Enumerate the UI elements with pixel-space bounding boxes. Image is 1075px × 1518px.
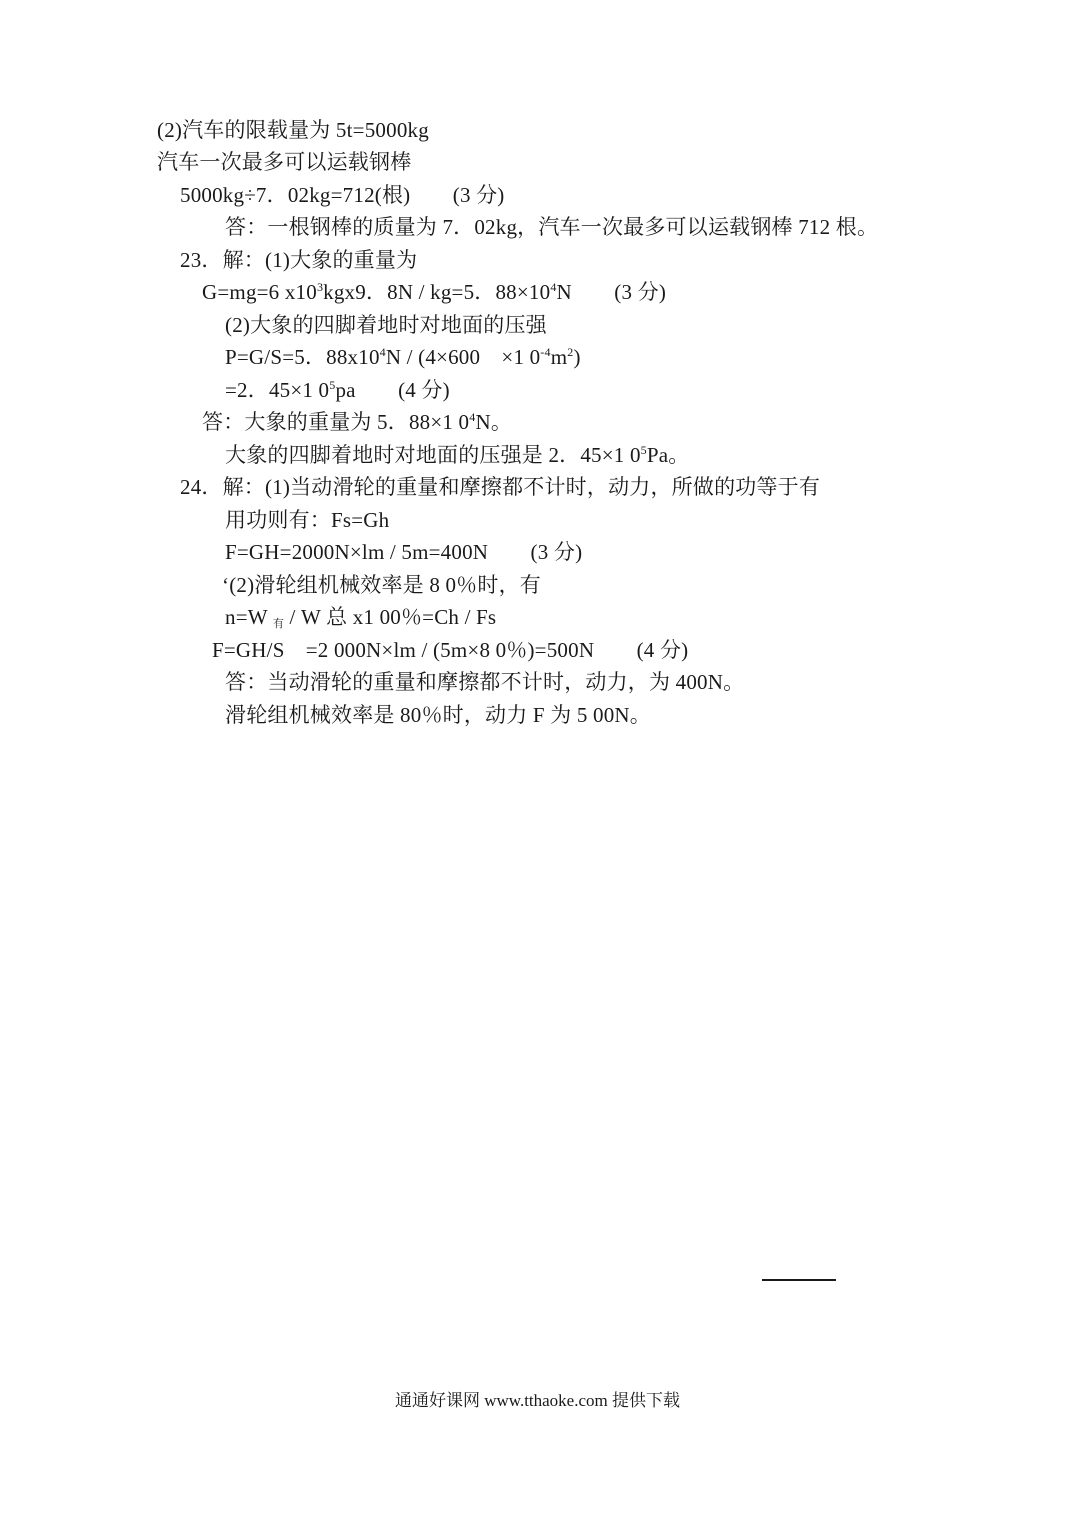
text-line: 答：一根钢棒的质量为 7．02kg，汽车一次最多可以运载钢棒 712 根。	[225, 215, 879, 239]
page-footer: 通通好课网 www.tthaoke.com 提供下载	[394, 1391, 681, 1410]
text-line: (2)汽车的限载量为 5t=5000kg	[157, 118, 429, 142]
answer-line: 滑轮组机械效率是 80％时，动力 F 为 5 00N。	[225, 703, 651, 727]
answer-line: 答：大象的重量为 5．88×1 $0^4N$。	[202, 410, 513, 434]
formula-line: n=W $_有$ / W 总 x1 00％=Ch / Fs	[225, 605, 497, 630]
answer-line: 大象的四脚着地时对地面的压强是 2．45×1 $0^5Pa$。	[225, 443, 690, 467]
formula-line: F=GH=2000N×lm / 5m=400N (3 分)	[225, 540, 583, 564]
text-line: 用功则有：Fs=Gh	[225, 508, 390, 532]
formula-line: F=GH/S =2 000N×lm / (5m×8 0％)=500N (4 分)	[212, 638, 689, 662]
section-heading: 24．解：(1)当动滑轮的重量和摩擦都不计时，动力，所做的功等于有	[180, 475, 821, 499]
answer-line: 答：当动滑轮的重量和摩擦都不计时，动力，为 400N。	[225, 670, 745, 694]
text-line: ‘(2)滑轮组机械效率是 8 0％时，有	[222, 573, 541, 597]
formula-line: G=mg=6 $x10^3kgx9$．8N / kg=5．$88\times 10^4N$ (3 分)	[202, 280, 667, 304]
text-line: 汽车一次最多可以运载钢棒	[157, 150, 412, 174]
formula-line: P=G/S=5．$88x10^4N / (4\times 600$ ×1 $0^{-4}m^2$)	[225, 345, 581, 369]
divider-line	[762, 1279, 836, 1281]
text-line: (2)大象的四脚着地时对地面的压强	[225, 313, 547, 337]
section-heading: 23．解：(1)大象的重量为	[180, 248, 418, 272]
text-line: 5000kg÷7．02kg=712(根) (3 分)	[180, 183, 505, 207]
formula-line: =2．45×1 $0^5pa$ (4 分)	[225, 378, 450, 402]
